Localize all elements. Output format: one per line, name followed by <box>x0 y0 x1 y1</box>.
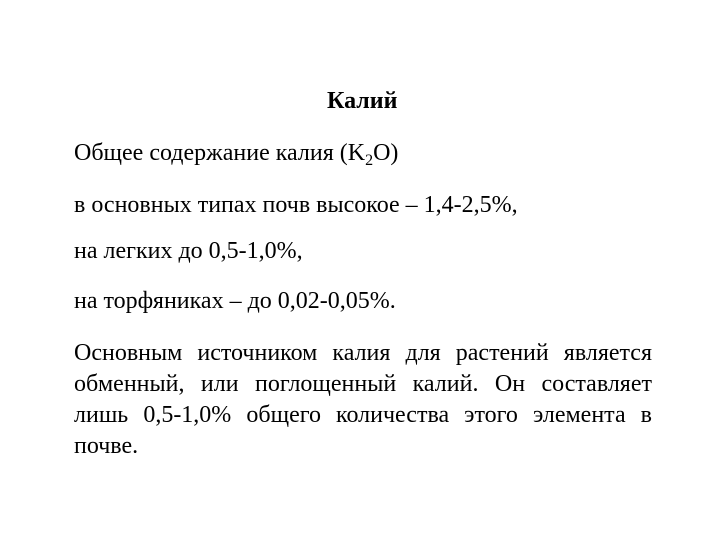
exchangeable-potassium-paragraph: Основным источником калия для растений является обменный, или поглощенный калий. Он составляет лишь 0,5-1,0% общего количества этого элемента в почве. <box>74 340 652 459</box>
slide-title: Калий <box>327 88 398 114</box>
formula-subscript: 2 <box>365 152 374 169</box>
total-potassium-prefix: Общее содержание калия (K <box>74 140 366 166</box>
peat-soils-line: на торфяниках – до 0,02-0,05%. <box>74 288 396 314</box>
total-potassium-suffix: O) <box>373 140 399 166</box>
light-soils-line: на легких до 0,5-1,0%, <box>74 238 303 264</box>
total-potassium-line <box>74 138 398 168</box>
main-soils-line: в основных типах почв высокое – 1,4-2,5%, <box>74 192 518 218</box>
